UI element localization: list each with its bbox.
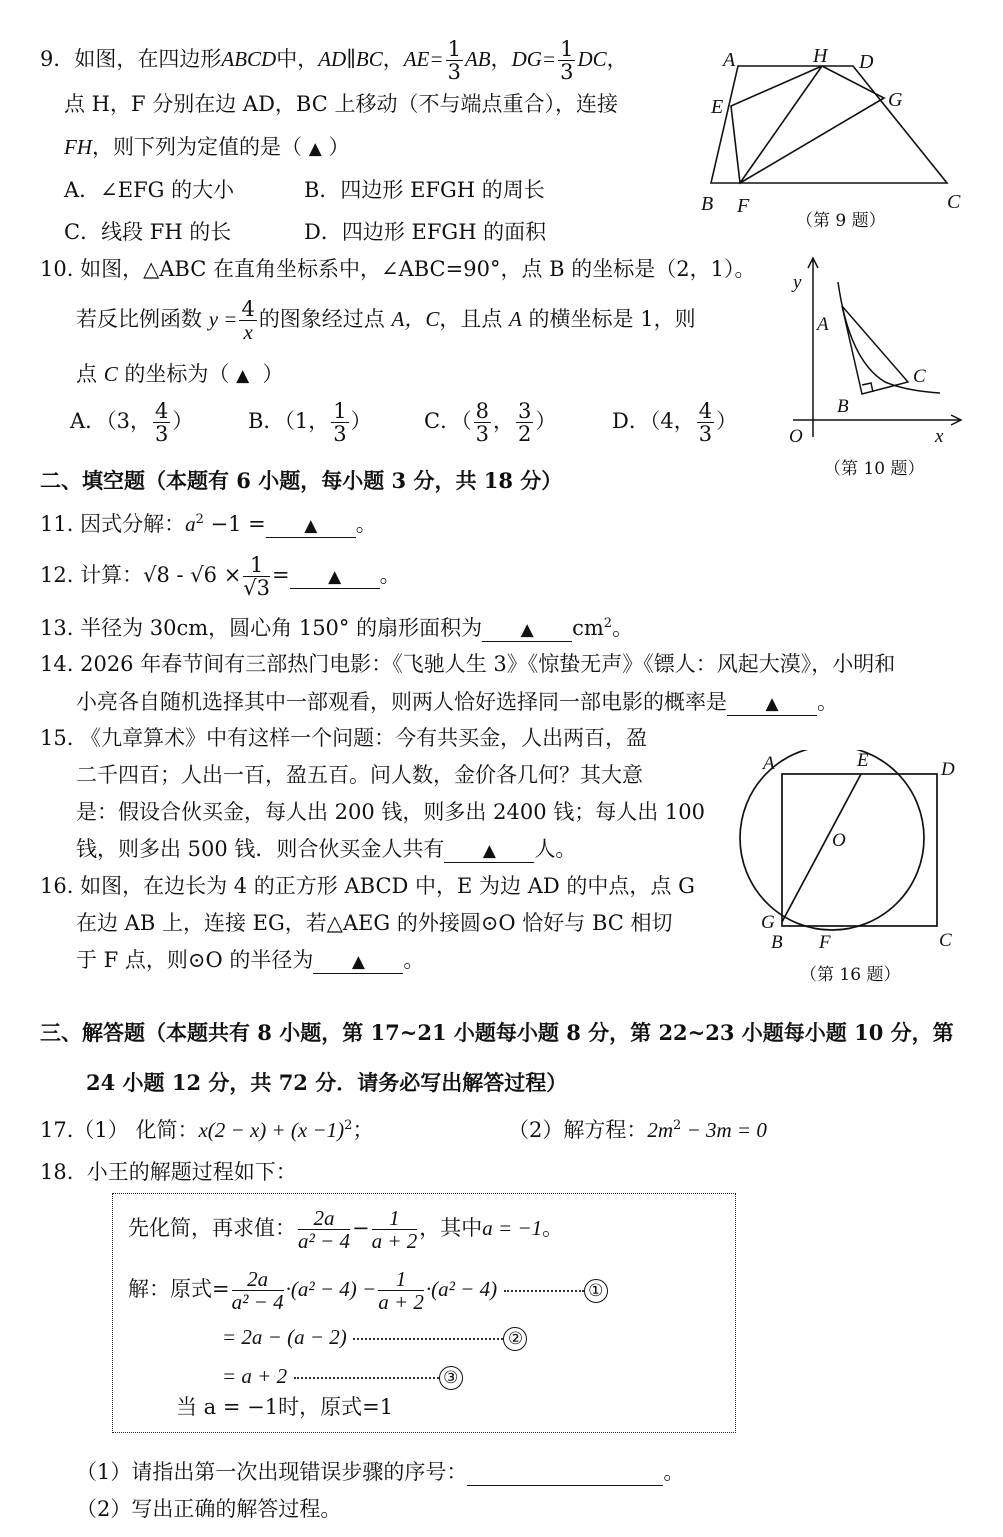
q10-text: y =: [208, 307, 238, 332]
q16-line2: 在边 AB 上，连接 EG，若△AEG 的外接圆⊙O 恰好与 BC 相切: [76, 911, 673, 935]
q9-text: AB: [464, 47, 491, 72]
q16-line3: [76, 948, 424, 974]
q12-fraction: $\frac{1}{√3}$: [243, 553, 271, 601]
q15-text: 钱，则多出 500 钱．则合伙买金人共有: [76, 837, 445, 861]
q10-figure: [785, 252, 965, 452]
step-marker-2: ②: [503, 1327, 527, 1351]
label-h: H: [813, 45, 828, 67]
q10-text: ，且点: [439, 307, 503, 332]
q9-text: AD∥BC: [318, 47, 383, 72]
quad-efgh: [731, 66, 884, 183]
q9-option-a: A．∠EFG 的大小: [64, 178, 235, 202]
label-o: O: [789, 426, 803, 447]
section3-heading-line1: 三、解答题（本题共有 8 小题，第 17~21 小题每小题 8 分，第 22~23 小题每小题 10 分，第: [40, 1020, 954, 1045]
q9-text: DC: [577, 47, 607, 72]
answer-mark: ▲: [236, 366, 250, 386]
label-g: G: [761, 912, 775, 933]
q12-text: 。: [379, 563, 401, 588]
q11-text: 。: [355, 512, 377, 536]
label-a: A: [763, 753, 775, 774]
q9-number: 9．: [40, 47, 75, 72]
q9-text: ，则下列为定值的是（: [92, 135, 302, 159]
q18-number: 18.: [40, 1160, 74, 1184]
q18-ask1: [76, 1460, 684, 1486]
q9-text: ，: [490, 47, 512, 72]
q16-answer-blank[interactable]: ▲: [313, 948, 403, 974]
label-x: x: [935, 426, 944, 447]
solution-text: ，其中: [419, 1216, 483, 1241]
label-o: O: [832, 830, 846, 851]
q10-line2: [76, 298, 696, 343]
label-b: B: [701, 193, 714, 215]
q10-line3: [76, 362, 284, 387]
q16-text: 。: [403, 948, 425, 972]
q18-text: 小王的解题过程如下：: [86, 1160, 297, 1184]
q17-text: − 3m = 0: [681, 1118, 767, 1142]
q9-text: AE=: [403, 47, 444, 72]
q10-option-d: D．（4， $\frac{4}{3}$ ）: [612, 399, 738, 447]
solution-text: 解：原式=: [128, 1277, 230, 1302]
q16-text: 如图，在边长为 4 的正方形 ABCD 中，E 为边 AD 的中点，点 G: [80, 874, 695, 898]
q9-text: 如图，在四边形: [74, 47, 222, 72]
q15-answer-blank[interactable]: ▲: [444, 837, 534, 863]
q9-option-d: D．四边形 EFGH 的面积: [304, 220, 547, 244]
q10-line1: [40, 257, 755, 282]
label-e: E: [857, 750, 869, 771]
q11-text: −1 =: [203, 512, 266, 536]
q17-text: 2m: [647, 1118, 674, 1142]
label-f: F: [737, 195, 750, 217]
solution-text: ·(a² − 4): [425, 1277, 498, 1302]
label-c: C: [913, 366, 926, 387]
solution-step3: [222, 1364, 463, 1390]
q9-line3: [64, 135, 349, 160]
q9-text: ）: [328, 135, 350, 159]
q16-number: 16.: [40, 874, 74, 898]
q14-line1: [40, 652, 895, 677]
q13-text: 2: [603, 616, 613, 631]
q10-option-c: C．（ $\frac{8}{3}$ ， $\frac{3}{2}$ ）: [424, 399, 557, 447]
q9-fraction-dg: $\frac{1}{3}$: [560, 37, 574, 85]
q11-number: 11.: [40, 512, 74, 536]
solution-step2: [222, 1325, 527, 1351]
q18-text: 。: [663, 1460, 685, 1484]
q9-text: ，: [606, 47, 628, 72]
q9-text: 中，: [276, 47, 319, 72]
q13-text: 半径为 30cm，圆心角 150° 的扇形面积为: [80, 616, 483, 640]
solution-text: −: [351, 1216, 370, 1241]
q10-text: 的坐标为（: [124, 362, 230, 386]
q11-text: 因式分解：: [80, 512, 186, 536]
q16-figure: [735, 750, 965, 955]
section3-heading-line2: 24 小题 12 分，共 72 分．请务必写出解答过程）: [86, 1070, 568, 1095]
q13-text: 。: [612, 616, 634, 640]
q13: [40, 616, 633, 642]
q10-text: A，C: [391, 307, 440, 332]
q11-text: 2: [195, 512, 204, 527]
q18-ask2: （2）写出正确的解答过程。: [76, 1497, 342, 1521]
q17-text: （2）解方程：: [508, 1118, 648, 1142]
solution-text: ·(a² − 4) −: [285, 1277, 377, 1302]
segment-eg: [782, 774, 861, 922]
solution-text: a = −1: [482, 1216, 543, 1241]
q12: [40, 554, 401, 599]
q9-line1: [40, 38, 628, 83]
solution-prompt: 先化简，再求值： $\frac{2a}{\text{a² − 4}}$ − $\frac{1}{a + 2}$ ，其中a = −1。: [128, 1206, 564, 1254]
section2-heading: 二、填空题（本题有 6 小题，每小题 3 分，共 18 分）: [40, 468, 563, 493]
q9-text: FH: [64, 135, 92, 159]
q12-number: 12.: [40, 563, 74, 588]
label-f: F: [819, 932, 831, 953]
solution-step1: 解：原式= $\frac{2a}{\text{a² − 4}}$ ·(a² − 4) − $\frac{1}{a + 2}$ ·(a² − 4) ①: [128, 1268, 608, 1313]
q14-text: 。: [817, 690, 838, 714]
q14-answer-blank[interactable]: ▲: [727, 690, 817, 716]
q15-number: 15.: [40, 726, 74, 750]
q16-text: 于 F 点，则⊙O 的半径为: [76, 948, 314, 972]
q10-text: 如图，△ABC 在直角坐标系中，∠ABC=90°，点 B 的坐标是（2，1）。: [80, 257, 756, 281]
q18-text: （1）请指出第一次出现错误步骤的序号：: [76, 1460, 468, 1484]
q10-text: 若反比例函数: [76, 307, 202, 332]
label-d: D: [941, 759, 955, 780]
q17-text: x(2 − x) + (x −1): [198, 1118, 345, 1142]
q16-caption: （第 16 题）: [800, 965, 901, 985]
label-a: A: [723, 49, 736, 71]
q17-text: 2: [673, 1118, 682, 1133]
label-d: D: [859, 51, 874, 73]
q9-text: ABCD: [221, 47, 277, 72]
q9-text: ，: [382, 47, 404, 72]
q14-text: 小亮各自随机选择其中一部观看，则两人恰好选择同一部电影的概率是: [76, 690, 727, 714]
q13-text: cm: [572, 616, 604, 640]
label-e: E: [711, 96, 724, 118]
q10-option-a: A．（3， $\frac{4}{3}$ ）: [70, 399, 194, 447]
q9-caption: （第 9 题）: [796, 211, 886, 231]
q12-text: √8 - √6 ×: [143, 563, 242, 588]
q11-text: a: [185, 512, 196, 536]
trapezoid-abcd: [711, 66, 947, 183]
q15-line4: [76, 837, 576, 863]
solution-step4: 当 a = −1时，原式=1: [176, 1395, 394, 1419]
q13-number: 13.: [40, 616, 74, 640]
q12-text: 计算：: [80, 563, 144, 588]
label-b: B: [771, 932, 783, 953]
q14-text: 2026 年春节间有三部热门电影：《飞驰人生 3》《惊蛰无声》《镖人：风起大漠》，小明和: [80, 652, 896, 676]
q15-line3: 是：假设合伙买金，每人出 200 钱，则多出 2400 钱；每人出 100: [76, 800, 705, 824]
answer-mark: ▲: [308, 139, 322, 159]
q15-text: 人。: [534, 837, 577, 861]
q11: [40, 512, 377, 538]
q17-text: （1） 化简：: [73, 1118, 199, 1142]
q17: [40, 1118, 373, 1143]
q10-option-b: B．（1， $\frac{1}{3}$ ）: [248, 399, 372, 447]
step-marker-3: ③: [439, 1366, 463, 1390]
q11-answer-blank[interactable]: ▲: [266, 512, 356, 538]
q10-number: 10.: [40, 257, 74, 281]
q10-text: 点: [76, 362, 97, 386]
right-angle-mark: [862, 383, 873, 392]
q18-intro: [40, 1160, 297, 1185]
q17-part2: [508, 1118, 767, 1143]
q14-line2: [76, 690, 838, 716]
solution-text: 。: [542, 1216, 564, 1241]
q9-figure: [695, 38, 970, 228]
q15-text: 《九章算术》中有这样一个问题：今有共买金，人出两百，盈: [80, 726, 648, 750]
solution-text: 先化简，再求值：: [128, 1216, 296, 1241]
q10-text: ）: [262, 362, 284, 386]
q14-number: 14.: [40, 652, 74, 676]
label-y: y: [793, 272, 802, 293]
label-c: C: [939, 930, 952, 951]
label-a: A: [817, 314, 829, 335]
q10-text: 的横坐标是 1，则: [528, 307, 696, 332]
q12-answer-blank[interactable]: ▲: [290, 563, 380, 589]
q10-text: C: [103, 362, 118, 386]
q9-option-c: C．线段 FH 的长: [64, 220, 232, 244]
label-c: C: [947, 191, 961, 213]
q10-text: A: [509, 307, 522, 332]
q17-number: 17.: [40, 1118, 74, 1142]
q12-text: =: [272, 563, 290, 588]
q9-option-b: B．四边形 EFGH 的周长: [304, 178, 545, 202]
q18-answer-blank[interactable]: [467, 1460, 663, 1486]
q10-fraction-4x: $\frac{4}{x}$: [241, 297, 255, 345]
q9-text: DG=: [511, 47, 557, 72]
step-marker-1: ①: [584, 1279, 608, 1303]
q16-line1: [40, 874, 695, 899]
q9-line2: 点 H，F 分别在边 AD，BC 上移动（不与端点重合），连接: [64, 92, 618, 116]
triangle-abc: [842, 306, 908, 394]
q17-text: 2: [344, 1118, 353, 1133]
label-b: B: [837, 396, 849, 417]
q10-caption: （第 10 题）: [824, 459, 925, 479]
label-g: G: [888, 89, 903, 111]
q10-text: 的图象经过点: [258, 307, 385, 332]
q15-line2: 二千四百；人出一百，盈五百。问人数，金价各几何？其大意: [76, 763, 643, 787]
q17-text: ；: [352, 1118, 374, 1142]
q9-fraction-ae: $\frac{1}{3}$: [447, 37, 461, 85]
solution-text: = a + 2: [222, 1364, 288, 1388]
q13-answer-blank[interactable]: ▲: [482, 616, 572, 642]
q15-line1: [40, 726, 647, 751]
solution-text: = 2a − (a − 2): [222, 1325, 347, 1349]
